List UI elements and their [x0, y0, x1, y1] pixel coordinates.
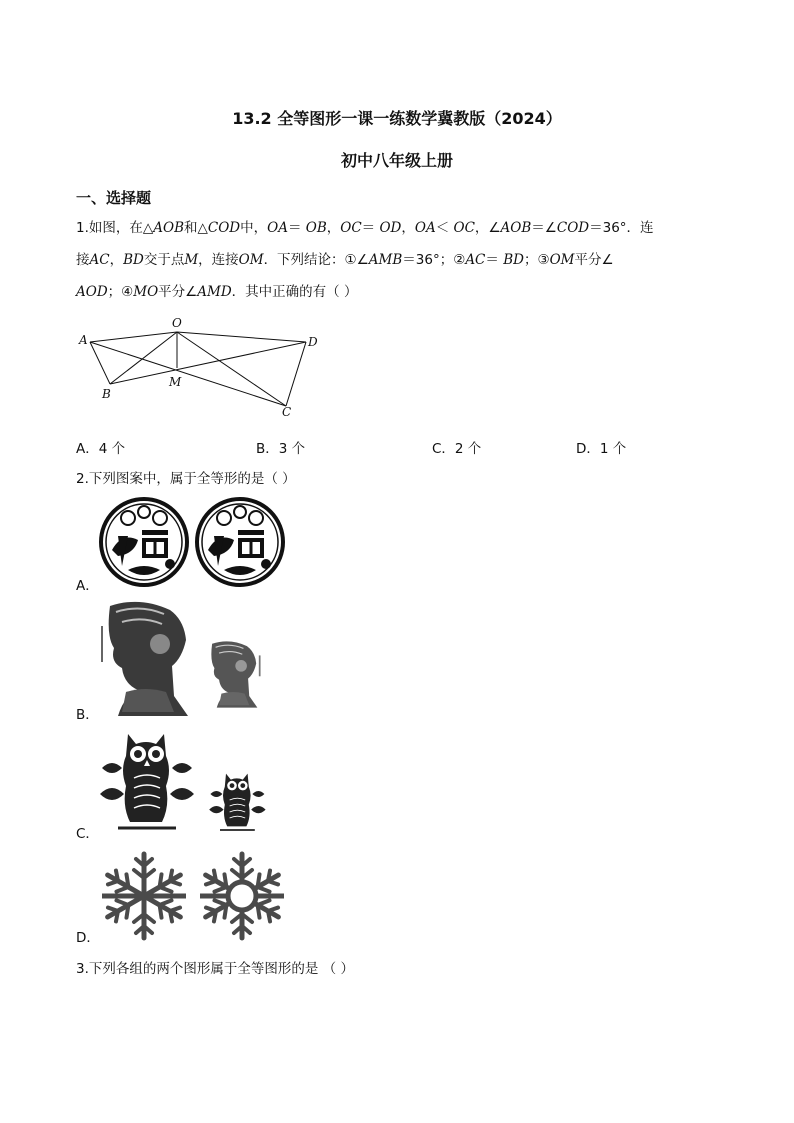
q2-option-b-label[interactable]: B． — [76, 707, 99, 723]
label-D: D — [308, 335, 318, 349]
segment-OD — [177, 332, 306, 342]
label-A: A — [79, 333, 88, 347]
segment-DC — [286, 342, 306, 406]
segment-AB — [90, 342, 110, 384]
label-B: B — [102, 387, 111, 401]
q2-option-c-label[interactable]: C． — [76, 826, 99, 842]
label-O: O — [172, 316, 182, 330]
q1-line-1: 1.如图，在△AOB和△COD中，OA＝ OB，OC＝ OD，OA＜ OC，∠AOB＝∠COD＝36°．连 — [76, 220, 654, 236]
segment-AC — [90, 342, 286, 406]
section-heading: 一、选择题 — [76, 189, 152, 207]
opera-portrait-small-icon — [211, 641, 259, 707]
q1-option-c[interactable]: C．2 个 — [432, 441, 482, 457]
segment-OC — [177, 332, 286, 406]
q2-option-a-figure — [98, 496, 288, 588]
q2-option-d-figure — [98, 850, 288, 942]
snowflake-solid-icon — [102, 854, 186, 938]
fu-medallion-icon — [197, 499, 283, 585]
q2-option-c-figure — [98, 728, 268, 838]
q3-stem: 3.下列各组的两个图形属于全等图形的是 （ ） — [76, 961, 354, 977]
q1-option-b[interactable]: B．3 个 — [256, 441, 306, 457]
q2-stem: 2.下列图案中，属于全等形的是（ ） — [76, 471, 296, 487]
segment-AO — [90, 332, 177, 342]
q2-option-d-label[interactable]: D． — [76, 930, 100, 946]
owl-large-icon — [100, 734, 194, 828]
q1-line-3: AOD；④MO平分∠AMD．其中正确的有（ ） — [76, 284, 358, 300]
snowflake-ring-icon — [200, 854, 284, 938]
q1-option-a[interactable]: A．4 个 — [76, 441, 126, 457]
segment-BD — [110, 342, 306, 384]
document-subtitle: 初中八年级上册 — [340, 151, 453, 170]
segment-OB — [110, 332, 177, 384]
opera-portrait-large-icon — [102, 602, 188, 716]
document-title: 13.2 全等图形一课一练数学冀教版（2024） — [232, 109, 562, 128]
fu-medallion-icon — [101, 499, 187, 585]
q2-option-b-figure — [96, 596, 266, 720]
q1-line-2: 接AC，BD交于点M，连接OM．下列结论：①∠AMB＝36°；②AC＝ BD；③OM平分∠ — [76, 252, 614, 268]
label-M: M — [169, 375, 182, 389]
owl-small-icon — [209, 774, 265, 830]
q1-option-d[interactable]: D．1 个 — [576, 441, 627, 457]
q1-geometry-figure — [76, 312, 326, 420]
q2-option-a-label[interactable]: A． — [76, 578, 99, 594]
label-C: C — [282, 405, 292, 419]
